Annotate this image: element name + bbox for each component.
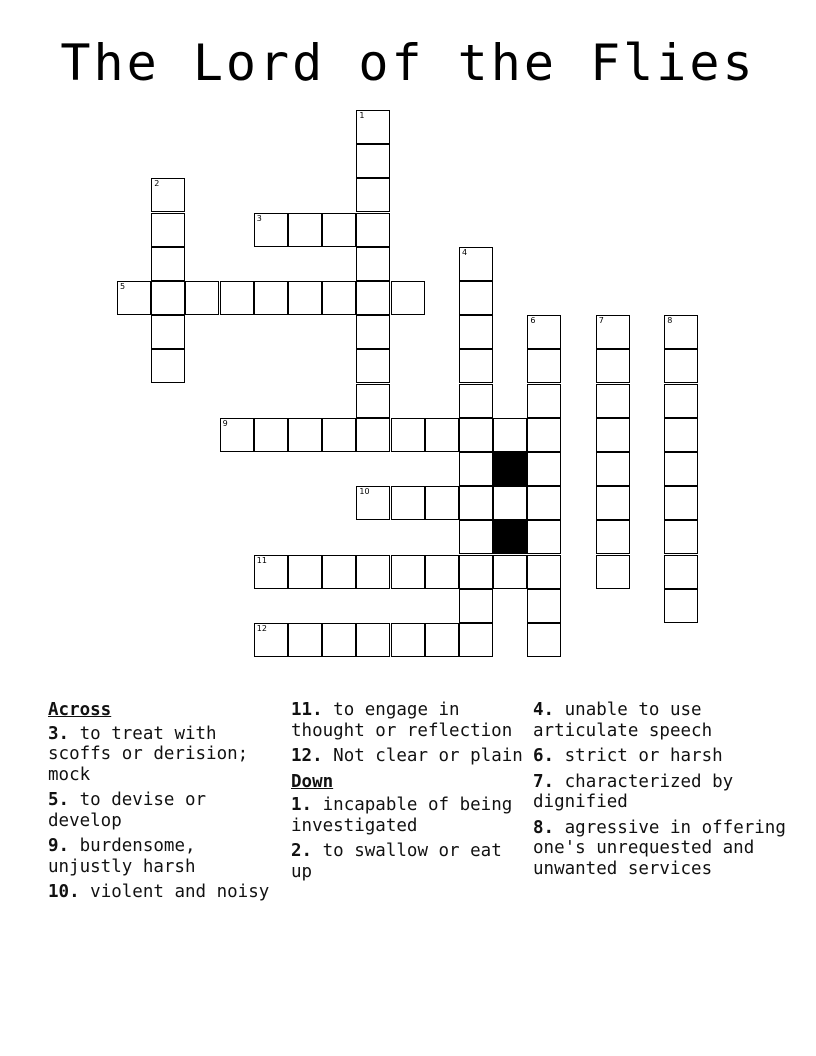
grid-cell[interactable]: [664, 384, 698, 418]
grid-cell[interactable]: [322, 281, 356, 315]
grid-cell[interactable]: [356, 178, 390, 212]
grid-cell[interactable]: [322, 418, 356, 452]
grid-cell[interactable]: [356, 110, 390, 144]
grid-cell[interactable]: [459, 281, 493, 315]
grid-cell[interactable]: [356, 213, 390, 247]
clue-number-label: 8: [667, 316, 673, 326]
clue-number: 2.: [291, 841, 313, 861]
clues-column-1: [48, 700, 288, 908]
across-header: Across: [48, 700, 112, 720]
grid-cell[interactable]: [459, 555, 493, 589]
clue-number: 6.: [533, 746, 555, 766]
clue-number-label: 1: [359, 111, 365, 120]
clue-number-label: 5: [120, 282, 126, 291]
grid-cell[interactable]: [391, 555, 425, 589]
grid-cell[interactable]: [288, 281, 322, 315]
clue-number-label: 3: [256, 213, 262, 223]
grid-cell[interactable]: [391, 281, 425, 315]
grid-cell[interactable]: [356, 486, 390, 520]
clue-number: 10.: [48, 882, 80, 902]
grid-cell[interactable]: [322, 623, 356, 657]
clue-across-9: [48, 836, 288, 877]
grid-cell[interactable]: [459, 520, 493, 554]
grid-cell[interactable]: [151, 315, 185, 349]
grid-cell[interactable]: [425, 486, 459, 520]
clue-number: 11.: [291, 700, 323, 720]
clue-number: 7.: [533, 771, 555, 792]
grid-cell[interactable]: [527, 555, 561, 589]
clue-text: to devise or develop: [48, 790, 207, 831]
grid-cell[interactable]: [596, 315, 630, 349]
grid-cell[interactable]: [527, 486, 561, 520]
clue-down-8: [533, 818, 803, 880]
grid-cell[interactable]: [288, 418, 322, 452]
grid-cell[interactable]: [596, 520, 630, 554]
grid-cell[interactable]: [288, 555, 322, 589]
grid-cell[interactable]: [356, 349, 390, 383]
grid-cell[interactable]: [596, 555, 630, 589]
grid-cell[interactable]: [356, 247, 390, 281]
grid-cell[interactable]: [459, 384, 493, 418]
grid-cell[interactable]: [288, 213, 322, 247]
clue-text: unable to use articulate speech: [533, 700, 713, 741]
grid-cell[interactable]: [596, 384, 630, 418]
grid-cell[interactable]: [151, 247, 185, 281]
grid-cell[interactable]: [151, 349, 185, 383]
clue-number-label: 7: [598, 316, 604, 326]
grid-cell[interactable]: [356, 281, 390, 315]
puzzle-title: The Lord of the Flies: [60, 34, 756, 92]
clue-number: 8.: [533, 817, 555, 838]
clue-text: burdensome, unjustly harsh: [48, 836, 196, 877]
clue-text: agressive in offering one's unrequested and unwanted services: [533, 817, 786, 879]
clue-number-label: 10: [359, 487, 370, 497]
grid-cell[interactable]: [356, 555, 390, 589]
clue-down-1: [291, 795, 531, 836]
grid-cell[interactable]: [527, 384, 561, 418]
grid-cell[interactable]: [596, 452, 630, 486]
grid-cell[interactable]: [459, 452, 493, 486]
grid-cell[interactable]: [664, 589, 698, 623]
grid-cell[interactable]: [151, 178, 185, 212]
grid-cell[interactable]: [664, 418, 698, 452]
grid-cell[interactable]: [664, 315, 698, 349]
clue-text: to swallow or eat up: [291, 841, 502, 882]
grid-cell[interactable]: [425, 418, 459, 452]
grid-cell[interactable]: [254, 418, 288, 452]
grid-cell[interactable]: [356, 315, 390, 349]
grid-cell[interactable]: [322, 555, 356, 589]
clue-number: 1.: [291, 795, 313, 815]
grid-cell[interactable]: [664, 486, 698, 520]
grid-cell[interactable]: [288, 623, 322, 657]
grid-cell[interactable]: [391, 486, 425, 520]
grid-cell[interactable]: [459, 623, 493, 657]
grid-cell[interactable]: [527, 589, 561, 623]
grid-cell[interactable]: [527, 418, 561, 452]
grid-cell[interactable]: [459, 589, 493, 623]
grid-cell[interactable]: [220, 281, 254, 315]
grid-cell[interactable]: [356, 623, 390, 657]
clue-text: characterized by dignified: [533, 771, 734, 812]
grid-cell[interactable]: [220, 418, 254, 452]
black-cell: [493, 520, 527, 554]
grid-cell[interactable]: [151, 213, 185, 247]
clue-across-5: [48, 790, 288, 831]
clue-number-label: 11: [256, 555, 267, 565]
clue-across-10: [48, 882, 288, 903]
grid-cell[interactable]: [527, 623, 561, 657]
clue-across-11: [291, 700, 531, 741]
grid-cell[interactable]: [596, 349, 630, 383]
grid-cell[interactable]: [425, 555, 459, 589]
clues-column-3: [533, 700, 803, 884]
grid-cell[interactable]: [527, 452, 561, 486]
black-cell: [493, 452, 527, 486]
clue-number-label: 12: [256, 624, 267, 633]
clue-across-12: [291, 746, 531, 767]
grid-cell[interactable]: [493, 555, 527, 589]
grid-cell[interactable]: [356, 384, 390, 418]
clues-column-2: [291, 700, 531, 887]
grid-cell[interactable]: [459, 315, 493, 349]
grid-cell[interactable]: [254, 623, 288, 657]
clue-number-label: 2: [154, 179, 160, 189]
clue-text: violent and noisy: [90, 882, 270, 902]
grid-cell[interactable]: [664, 349, 698, 383]
grid-cell[interactable]: [425, 623, 459, 657]
grid-cell[interactable]: [527, 349, 561, 383]
grid-cell[interactable]: [664, 555, 698, 589]
clue-down-4: [533, 700, 803, 741]
grid-cell[interactable]: [356, 418, 390, 452]
grid-cell[interactable]: [664, 452, 698, 486]
grid-cell[interactable]: [596, 418, 630, 452]
clue-number: 9.: [48, 836, 70, 856]
grid-cell[interactable]: [254, 213, 288, 247]
grid-cell[interactable]: [459, 247, 493, 281]
grid-cell[interactable]: [391, 623, 425, 657]
clue-text: Not clear or plain: [333, 746, 523, 766]
clue-number: 4.: [533, 700, 555, 720]
clue-number-label: 4: [462, 247, 468, 257]
grid-cell[interactable]: [664, 520, 698, 554]
grid-cell[interactable]: [596, 486, 630, 520]
down-header: Down: [291, 771, 334, 792]
grid-cell[interactable]: [459, 486, 493, 520]
grid-cell[interactable]: [527, 315, 561, 349]
grid-cell[interactable]: [493, 486, 527, 520]
grid-cell[interactable]: [527, 520, 561, 554]
clue-number: 5.: [48, 790, 70, 810]
clue-down-6: [533, 746, 803, 767]
grid-cell[interactable]: [322, 213, 356, 247]
grid-cell[interactable]: [117, 281, 151, 315]
clue-down-2: [291, 841, 531, 882]
clue-number: 3.: [48, 723, 70, 744]
grid-cell[interactable]: [356, 144, 390, 178]
grid-cell[interactable]: [493, 418, 527, 452]
clue-across-3: [48, 724, 288, 786]
clue-number-label: 6: [530, 316, 536, 326]
clue-text: incapable of being investigated: [291, 795, 513, 836]
clue-text: to engage in thought or reflection: [291, 700, 513, 741]
clue-down-7: [533, 772, 803, 813]
grid-cell[interactable]: [391, 418, 425, 452]
grid-cell[interactable]: [459, 349, 493, 383]
grid-cell[interactable]: [151, 281, 185, 315]
clue-text: strict or harsh: [564, 746, 723, 766]
clue-text: to treat with scoffs or derision; mock: [48, 723, 249, 785]
clue-number-label: 9: [222, 418, 228, 428]
grid-cell[interactable]: [254, 281, 288, 315]
clue-number: 12.: [291, 746, 323, 766]
grid-cell[interactable]: [254, 555, 288, 589]
grid-cell[interactable]: [185, 281, 219, 315]
grid-cell[interactable]: [459, 418, 493, 452]
